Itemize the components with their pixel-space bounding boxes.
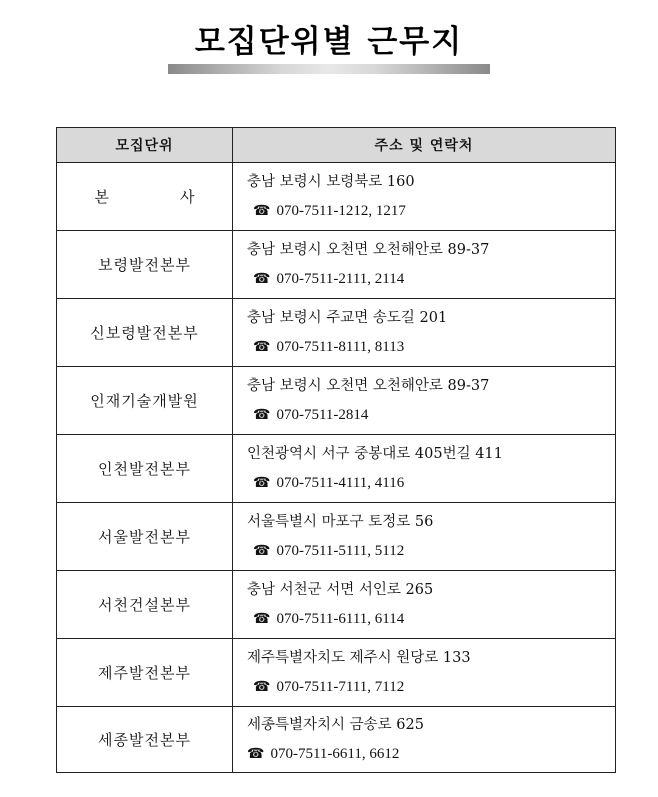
phone-line [247,269,615,289]
info-cell [233,163,616,231]
address-text: 충남 보령시 주교면 송도길 201 [247,310,448,326]
phone-line [247,744,615,764]
table-header-row [57,128,616,163]
phone-line [247,405,615,425]
telephone-icon: ☎ [253,611,271,627]
unit-cell: 세종발전본부 [57,707,233,773]
table-row [57,707,616,773]
phone-line [247,201,615,221]
unit-name: 본 사 [94,188,195,206]
address-text: 서울특별시 마포구 토정로 56 [247,514,434,530]
info-cell [233,707,616,773]
phone-number: 070-7511-6611, 6612 [270,746,400,762]
address-text: 인천광역시 서구 중봉대로 405번길 411 [247,446,503,462]
info-cell [233,231,616,299]
phone-number: 070-7511-7111, 7112 [276,679,405,695]
address-text: 충남 보령시 오천면 오천해안로 89-37 [247,242,490,258]
table-row [57,571,616,639]
telephone-icon: ☎ [247,746,265,762]
phone-number: 070-7511-6111, 6114 [276,611,405,627]
telephone-icon: ☎ [253,203,271,219]
unit-cell: 서천건설본부 [57,571,233,639]
telephone-icon: ☎ [253,339,271,355]
phone-line [247,677,615,697]
info-cell [233,435,616,503]
unit-cell: 신보령발전본부 [57,299,233,367]
address-text: 충남 보령시 오천면 오천해안로 89-37 [247,378,490,394]
phone-line [247,473,615,493]
info-cell [233,367,616,435]
address-text: 세종특별자치시 금송로 625 [247,717,424,733]
telephone-icon: ☎ [253,679,271,695]
info-cell [233,299,616,367]
phone-number: 070-7511-2111, 2114 [276,271,405,287]
phone-number: 070-7511-2814 [276,407,369,423]
phone-number: 070-7511-5111, 5112 [276,543,405,559]
unit-cell: 인재기술개발원 [57,367,233,435]
info-cell [233,639,616,707]
phone-number: 070-7511-1212, 1217 [276,203,406,219]
unit-cell: 제주발전본부 [57,639,233,707]
table-row [57,231,616,299]
header-address-contact: 주소 및 연락처 [233,128,616,163]
address-text: 제주특별자치도 제주시 원당로 133 [247,650,471,666]
phone-line [247,337,615,357]
table-row [57,299,616,367]
title-underline-bar [168,64,490,74]
address-text: 충남 서천군 서면 서인로 265 [247,582,434,598]
address-text: 충남 보령시 보령북로 160 [247,174,415,190]
unit-cell [57,163,233,231]
telephone-icon: ☎ [253,271,271,287]
table-row [57,639,616,707]
phone-line [247,541,615,561]
recruitment-location-table [56,127,616,773]
phone-line [247,609,615,629]
phone-number: 070-7511-8111, 8113 [276,339,405,355]
info-cell [233,571,616,639]
table-row [57,163,616,231]
page-title: 모집단위별 근무지 [194,24,464,60]
table-row [57,435,616,503]
telephone-icon: ☎ [253,543,271,559]
unit-cell: 인천발전본부 [57,435,233,503]
header-unit: 모집단위 [57,128,233,163]
table-row [57,503,616,571]
info-cell [233,503,616,571]
telephone-icon: ☎ [253,475,271,491]
unit-cell: 보령발전본부 [57,231,233,299]
table-row [57,367,616,435]
phone-number: 070-7511-4111, 4116 [276,475,405,491]
telephone-icon: ☎ [253,407,271,423]
unit-cell: 서울발전본부 [57,503,233,571]
